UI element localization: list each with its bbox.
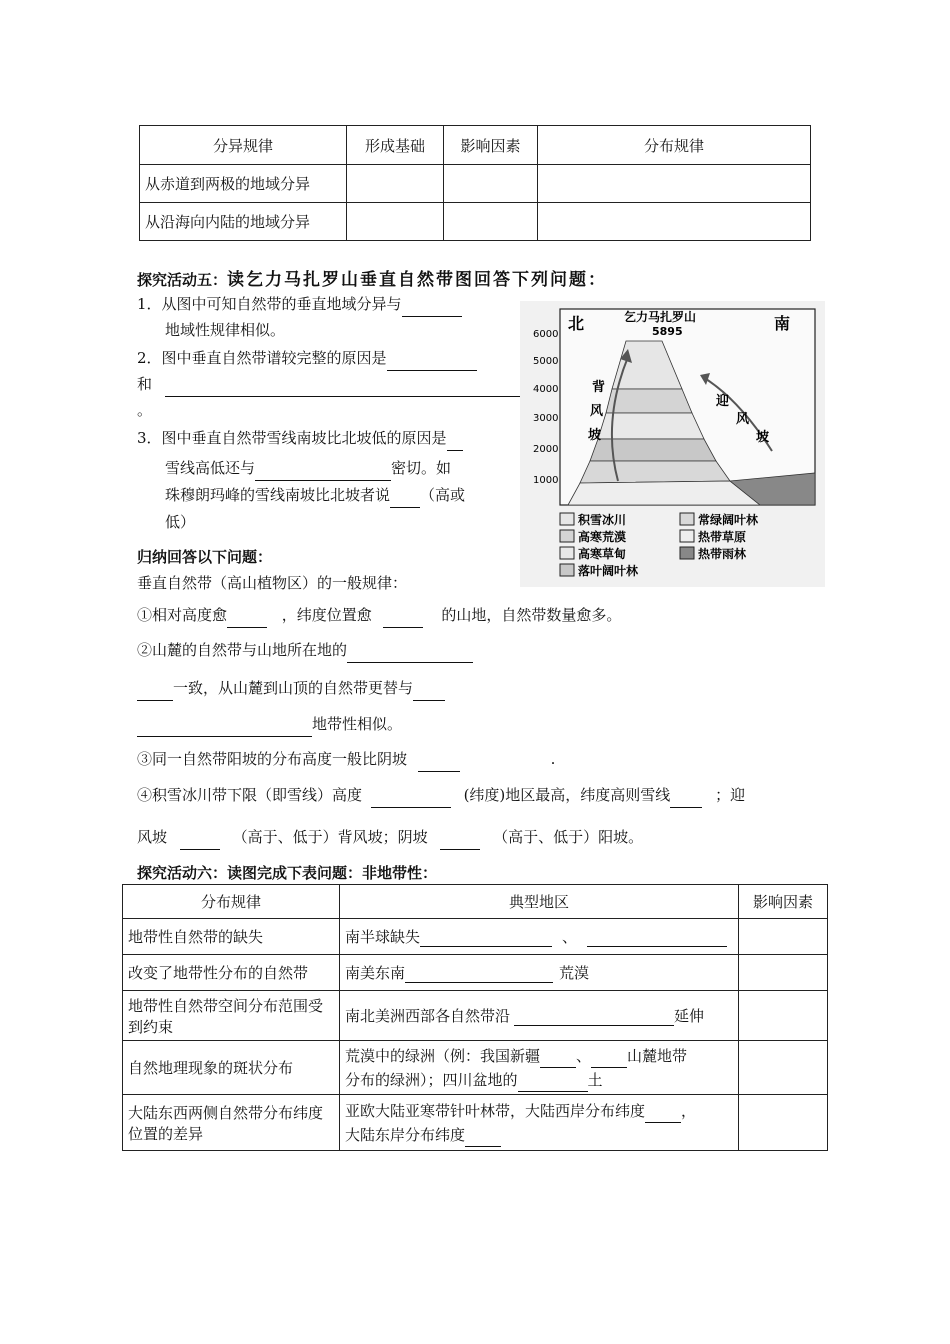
svg-text:热带草原: 热带草原: [698, 530, 747, 544]
blank[interactable]: [670, 791, 702, 808]
blank[interactable]: [137, 720, 312, 737]
rule-1: ①相对高度愈 ，纬度位置愈 的山地，自然带数量愈多。: [137, 602, 621, 628]
answer-cell[interactable]: [444, 165, 538, 203]
blank[interactable]: [165, 380, 535, 397]
peak-name: 乞力马扎罗山: [624, 310, 697, 324]
svg-text:高寒荒漠: 高寒荒漠: [578, 530, 627, 544]
blank[interactable]: [227, 611, 267, 628]
answer-cell[interactable]: [444, 203, 538, 241]
blank[interactable]: [591, 1051, 627, 1068]
blank[interactable]: [587, 930, 727, 947]
svg-text:背: 背: [592, 380, 606, 395]
blank[interactable]: [347, 646, 473, 663]
header-factor: 影响因素: [444, 126, 538, 165]
blank[interactable]: [137, 684, 173, 701]
header-factor: 影响因素: [739, 885, 828, 919]
blank[interactable]: [540, 1051, 576, 1068]
answer-cell[interactable]: [739, 1095, 828, 1151]
blank[interactable]: [180, 833, 220, 850]
answer-cell[interactable]: [538, 165, 811, 203]
svg-text:落叶阔叶林: 落叶阔叶林: [578, 564, 639, 578]
blank[interactable]: [402, 300, 462, 317]
summary-title: 归纳回答以下问题：: [137, 548, 273, 566]
answer-cell[interactable]: [347, 203, 444, 241]
svg-text:风: 风: [590, 404, 604, 419]
header-region: 典型地区: [340, 885, 739, 919]
svg-text:坡: 坡: [756, 430, 770, 445]
blank[interactable]: [645, 1106, 681, 1123]
table-row: 自然地理现象的斑状分布: [123, 1041, 340, 1095]
blank[interactable]: [390, 491, 420, 508]
blank[interactable]: [440, 833, 480, 850]
blank[interactable]: [413, 684, 445, 701]
activity6-title: 探究活动六：读图完成下表问题：非地带性：: [137, 864, 438, 882]
activity5-title: 探究活动五：读乞力马扎罗山垂直自然带图回答下列问题：: [137, 270, 608, 290]
svg-text:热带雨林: 热带雨林: [698, 547, 747, 561]
question-3: 3．图中垂直自然带雪线南坡比北坡低的原因是: [137, 425, 463, 451]
svg-text:迎: 迎: [716, 394, 730, 409]
blank[interactable]: [518, 1075, 588, 1092]
svg-text:5000: 5000: [533, 356, 559, 367]
answer-cell[interactable]: [739, 919, 828, 955]
blank[interactable]: [405, 966, 553, 983]
header-rule: 分异规律: [140, 126, 347, 165]
table-row: 地带性自然带的缺失: [123, 919, 340, 955]
blank[interactable]: [447, 434, 463, 451]
answer-cell[interactable]: [739, 991, 828, 1041]
svg-text:积雪冰川: 积雪冰川: [578, 513, 627, 527]
svg-text:高寒草甸: 高寒草甸: [578, 547, 627, 561]
row-equator-to-poles: 从赤道到两极的地域分异: [140, 165, 347, 203]
blank[interactable]: [371, 791, 451, 808]
answer-cell[interactable]: [347, 165, 444, 203]
svg-text:6000: 6000: [533, 329, 559, 340]
zonal-table: [139, 125, 811, 241]
peak-height: 5895: [652, 325, 683, 338]
table-row: 改变了地带性分布的自然带: [123, 955, 340, 991]
rule-2: ②山麓的自然带与山地所在地的: [137, 637, 473, 663]
svg-text:常绿阔叶林: 常绿阔叶林: [698, 513, 759, 527]
header-distribution: 分布规律: [538, 126, 811, 165]
blank[interactable]: [514, 1009, 674, 1026]
header-basis: 形成基础: [347, 126, 444, 165]
rule-4: ④积雪冰川带下限（即雪线）高度 (纬度)地区最高，纬度高则雪线 ；迎: [137, 782, 745, 808]
question-2: 2．图中垂直自然带谱较完整的原因是: [137, 345, 477, 371]
azonal-table: 分布规律 典型地区 影响因素 地带性自然带的缺失 南半球缺失 、 改变了地带性分布的自然带 南美东南 荒漠 地带性自然带空间分布范围受到约束 南北美洲西部各自然带沿 延伸 自然地理现象的斑状分布 荒漠中的绿洲（例：我国新疆 、 山麓地带 分布的绿洲）；四川盆地的 土 大陆东西两侧自然带分布纬度位置的差异 亚欧大陆亚寒带针叶林带，大陆西岸分布纬度 ， 大陆东岸分布纬度: [122, 884, 828, 1151]
blank[interactable]: [255, 464, 391, 481]
svg-text:2000: 2000: [533, 444, 559, 455]
svg-text:风: 风: [736, 412, 750, 427]
answer-cell[interactable]: [739, 1041, 828, 1095]
blank[interactable]: [420, 930, 552, 947]
kilimanjaro-diagram: [520, 301, 825, 587]
north-label: 北: [568, 314, 585, 333]
answer-cell[interactable]: [739, 955, 828, 991]
blank[interactable]: [383, 611, 423, 628]
blank[interactable]: [465, 1130, 501, 1147]
row-coast-to-inland: 从沿海向内陆的地域分异: [140, 203, 347, 241]
answer-cell[interactable]: [538, 203, 811, 241]
svg-text:3000: 3000: [533, 413, 559, 424]
svg-text:1000: 1000: [533, 475, 559, 486]
blank[interactable]: [418, 755, 460, 772]
question-1: 1．从图中可知自然带的垂直地域分异与: [137, 291, 462, 317]
header-rule: 分布规律: [123, 885, 340, 919]
south-label: 南: [774, 314, 791, 333]
blank[interactable]: [387, 354, 477, 371]
rule-3: ③同一自然带阳坡的分布高度一般比阴坡 .: [137, 746, 555, 772]
table-row: 大陆东西两侧自然带分布纬度位置的差异: [123, 1095, 340, 1151]
svg-text:4000: 4000: [533, 384, 559, 395]
table-row: 地带性自然带空间分布范围受到约束: [123, 991, 340, 1041]
svg-text:坡: 坡: [588, 428, 602, 443]
